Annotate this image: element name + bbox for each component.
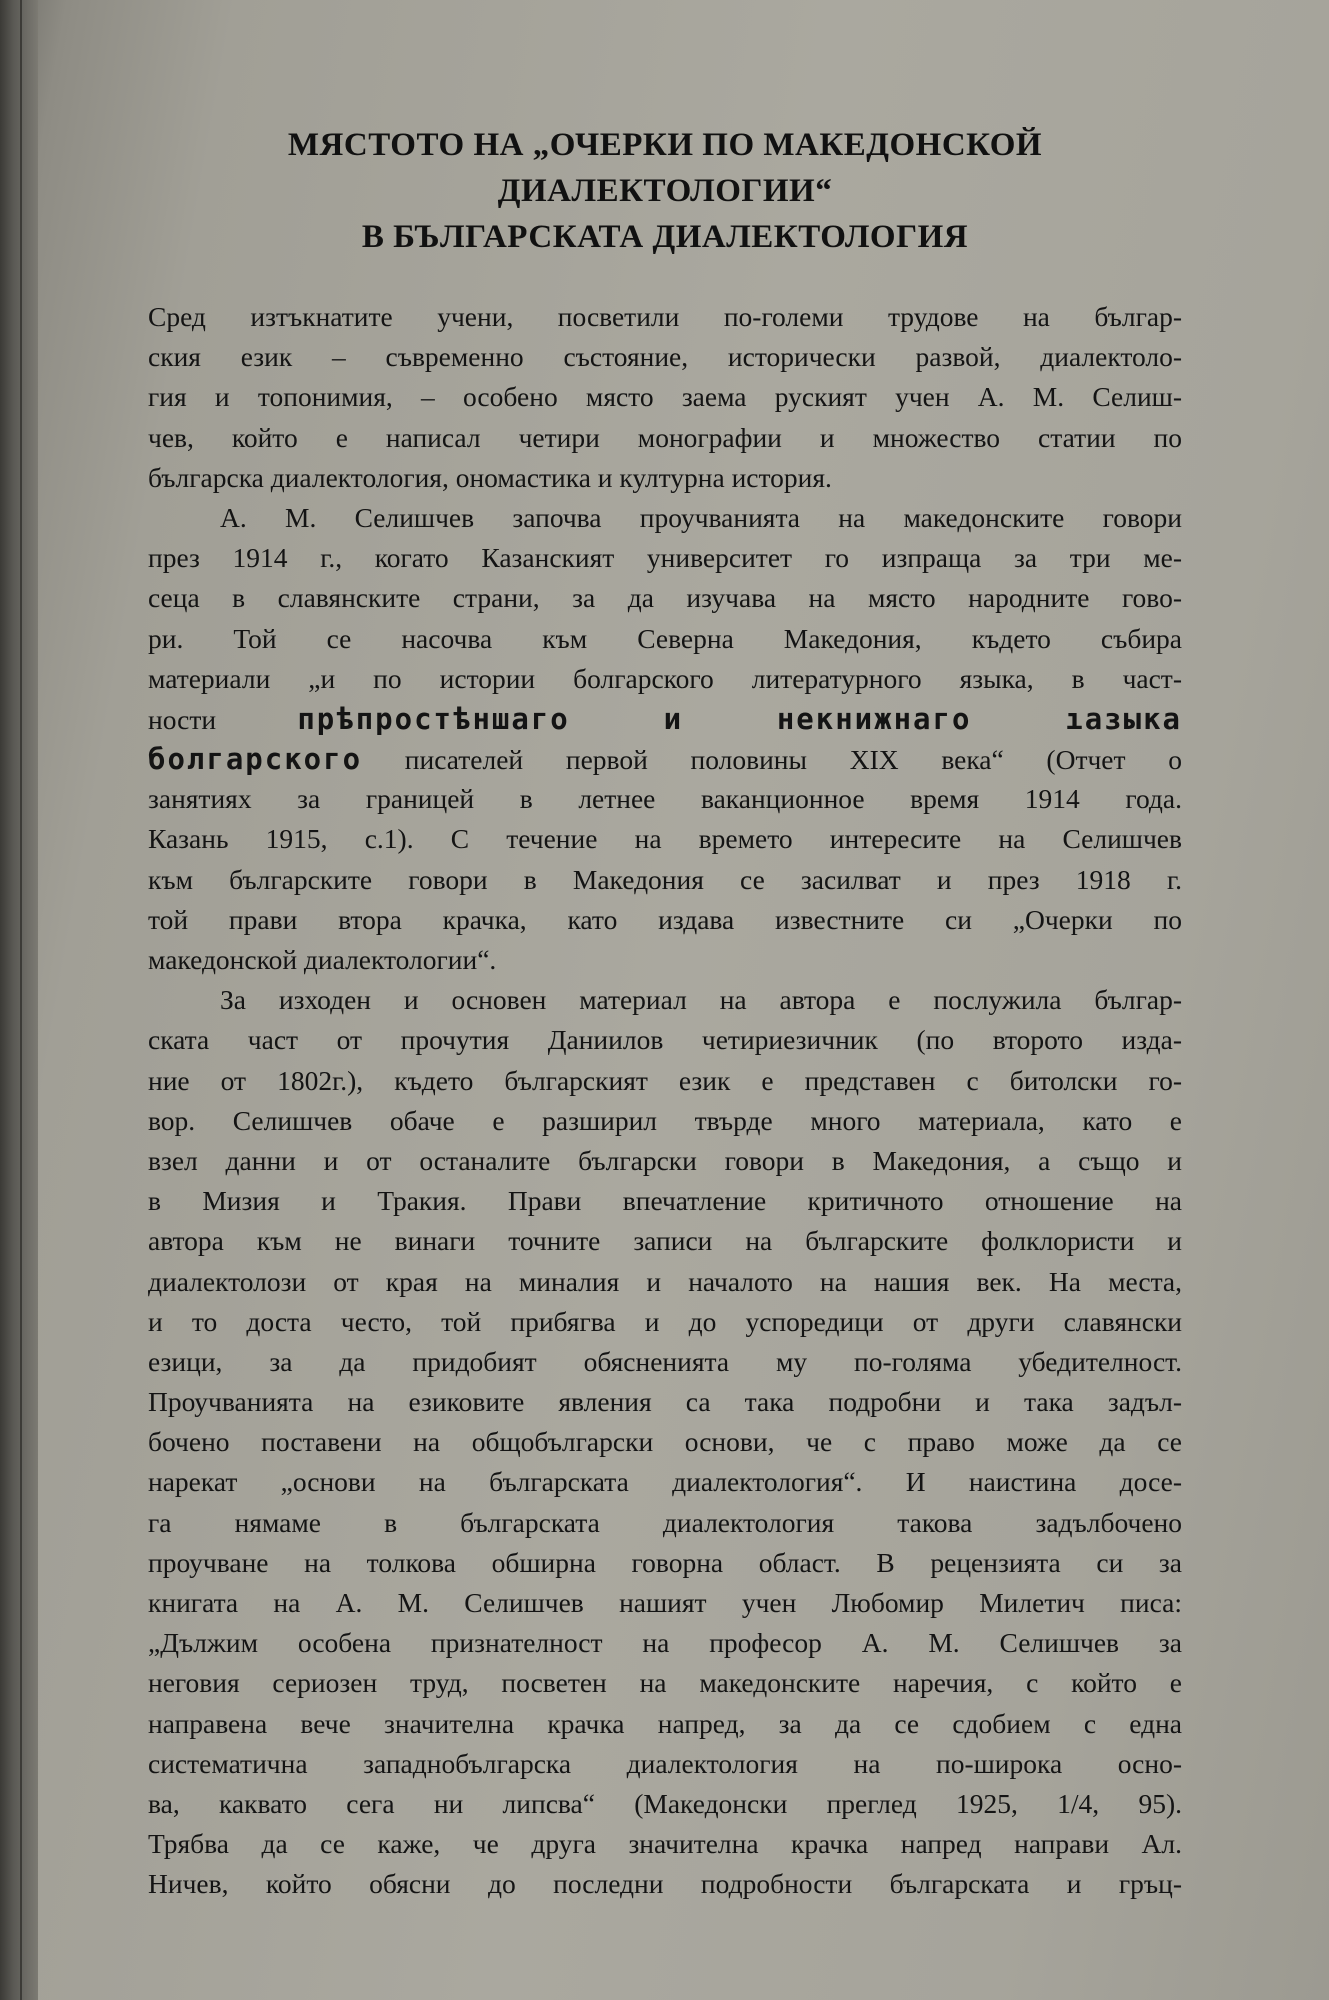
text-line: бочено поставени на общобългарски основи, че с право може да се xyxy=(148,1426,1182,1458)
text-fragment: писателей первой половины XIX века“ (Отчет о xyxy=(404,744,1182,776)
text-line: проучване на толкова обширна говорна област. В рецензията си за xyxy=(148,1546,1182,1578)
title-line-2: ДИАЛЕКТОЛОГИИ“ xyxy=(497,173,833,209)
text-line: ската част от прочутия Даниилов четириезичник (по второто изда- xyxy=(148,1024,1182,1056)
text-line: македонской диалектологии“. xyxy=(148,944,497,975)
text-line: ския език – съвременно състояние, исторически развой, диалектоло- xyxy=(148,341,1182,373)
text-line: българска диалектология, ономастика и културна история. xyxy=(148,461,832,493)
text-line: гия и топонимия, – особено място заема руският учен А. М. Селиш- xyxy=(148,381,1182,413)
article-body xyxy=(148,297,1182,1905)
article-title xyxy=(150,122,1180,260)
text-line: диалектолози от края на миналия и началото на нашия век. На места, xyxy=(148,1265,1182,1297)
text-line: ние от 1802г.), където българският език е представен с битолски го- xyxy=(148,1064,1182,1096)
text-line: направена вече значителна крачка напред, за да се сдобием с една xyxy=(148,1707,1182,1739)
text-line: към българските говори в Македония се засилват и през 1918 г. xyxy=(148,863,1182,895)
text-line: систематична западнобългарска диалектология на по-широка осно- xyxy=(148,1747,1182,1779)
text-line: Сред изтъкнатите учени, посветили по-големи трудове на българ- xyxy=(148,301,1182,332)
title-line-3: В БЪЛГАРСКАТА ДИАЛЕКТОЛОГИЯ xyxy=(361,219,969,255)
text-line: Трябва да се каже, че друга значителна крачка напред направи Ал. xyxy=(148,1828,1182,1860)
text-line-with-old-script xyxy=(148,699,1182,739)
text-line: неговия сериозен труд, посветен на македонските наречия, с който е xyxy=(148,1667,1182,1699)
text-line: ри. Той се насочва към Северна Македония, където събира xyxy=(148,622,1182,654)
text-line: автора към не винаги точните записи на българските фолклористи и xyxy=(148,1225,1182,1257)
text-line: Казань 1915, с.1). С течение на времето интересите на Селишчев xyxy=(148,823,1182,855)
text-line: взел данни и от останалите български говори в Македония, а също и xyxy=(148,1144,1182,1176)
text-fragment: ности xyxy=(148,703,217,735)
text-line: книгата на А. М. Селишчев нашият учен Любомир Милетич писа: xyxy=(148,1587,1182,1618)
text-line-with-old-script xyxy=(148,739,1182,779)
title-line-1: МЯСТОТО НА „ОЧЕРКИ ПО МАКЕДОНСКОЙ xyxy=(287,127,1043,163)
text-line: езици, за да придобият обясненията му по-голяма убедителност. xyxy=(148,1345,1182,1377)
text-line: вор. Селишчев обаче е разширил твърде много материала, като е xyxy=(148,1104,1182,1136)
text-line: Проучванията на езиковите явления са така подробни и така задъл- xyxy=(148,1386,1182,1418)
page-binding-edge xyxy=(0,0,38,2000)
text-line: га нямаме в българската диалектология такова задълбочено xyxy=(148,1506,1182,1538)
text-line: сеца в славянските страни, за да изучава на място народните гово- xyxy=(148,582,1182,614)
text-line: За изходен и основен материал на автора е послужила българ- xyxy=(220,984,1182,1016)
old-bulgarian-quotation: болгарского xyxy=(148,742,363,777)
text-line: и то доста често, той прибягва и до успоредици от други славянски xyxy=(148,1305,1182,1337)
text-line: в Мизия и Тракия. Прави впечатление критичното отношение на xyxy=(148,1185,1182,1217)
text-line: „Дължим особена признателност на професор А. М. Селишчев за xyxy=(148,1627,1182,1659)
text-line: Ничев, който обясни до последни подробности българската и гръц- xyxy=(148,1868,1182,1900)
old-bulgarian-quotation: прѣпростѣншаго и некнижнаго ıaзыка xyxy=(297,701,1183,736)
text-line: ва, каквато сега ни липсва“ (Македонски преглед 1925, 1/4, 95). xyxy=(148,1787,1182,1819)
text-line: през 1914 г., когато Казанският университет го изпраща за три ме- xyxy=(148,542,1182,574)
text-line: материали „и по истории болгарского литературного языка, в част- xyxy=(148,662,1182,694)
text-line: А. М. Селишчев започва проучванията на македонските говори xyxy=(220,501,1182,533)
text-line: чев, който е написал четири монографии и множество статии по xyxy=(148,421,1182,453)
text-line: той прави втора крачка, като издава известните си „Очерки по xyxy=(148,903,1182,935)
text-line: занятиях за границей в летнее ваканционное время 1914 года. xyxy=(148,783,1182,815)
text-line: нарекат „основи на българската диалектология“. И наистина досе- xyxy=(148,1466,1182,1498)
